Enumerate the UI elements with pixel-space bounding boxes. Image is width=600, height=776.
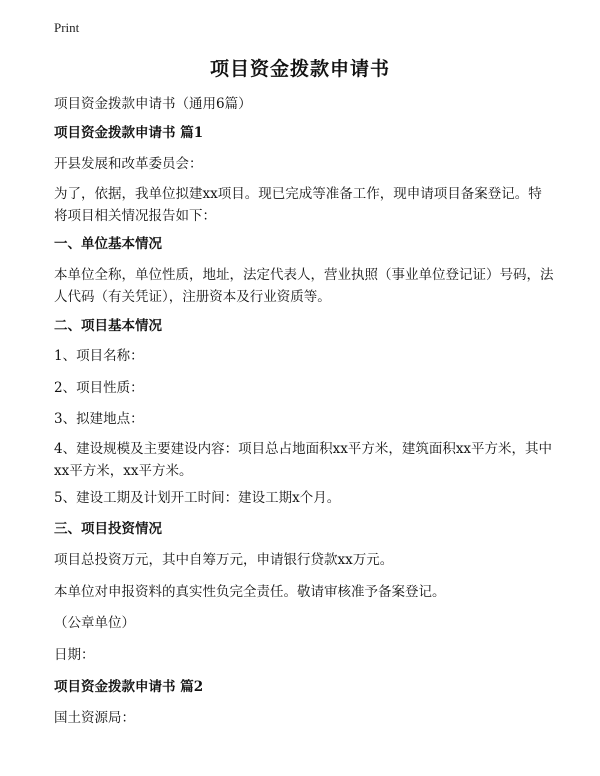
section-3-body: 项目总投资万元，其中自筹万元，申请银行贷款xx万元。 bbox=[54, 552, 394, 568]
project-name-item: 1、项目名称： bbox=[54, 348, 144, 364]
article-1-intro: 为了，依据，我单位拟建xx项目。现已完成等准备工作，现申请项目备案登记。特将项目相关情况报告如下： bbox=[54, 186, 542, 224]
section-1-body: 本单位全称，单位性质，地址，法定代表人，营业执照（事业单位登记证）号码，法人代码（有关凭证），注册资本及行业资质等。 bbox=[54, 267, 554, 305]
date-line: 日期： bbox=[54, 647, 95, 663]
print-link[interactable]: Print bbox=[54, 20, 80, 35]
section-3-heading: 三、项目投资情况 bbox=[54, 521, 162, 537]
document-title: 项目资金拨款申请书 bbox=[209, 58, 390, 80]
project-scale-item: 4、建设规模及主要建设内容：项目总占地面积xx平方米，建筑面积xx平方米，其中xx平方米，xx平方米。 bbox=[54, 441, 553, 479]
project-nature-item: 2、项目性质： bbox=[54, 380, 144, 396]
project-schedule-item: 5、建设工期及计划开工时间：建设工期x个月。 bbox=[54, 490, 341, 506]
article-2-addressee: 国土资源局： bbox=[54, 710, 135, 726]
section-2-heading: 二、项目基本情况 bbox=[54, 318, 162, 334]
article-2-heading: 项目资金拨款申请书 篇2 bbox=[54, 679, 204, 695]
article-1-addressee: 开县发展和改革委员会： bbox=[54, 156, 203, 172]
section-1-heading: 一、单位基本情况 bbox=[54, 236, 162, 252]
document-subtitle: 项目资金拨款申请书（通用6篇） bbox=[54, 96, 252, 112]
article-1-heading: 项目资金拨款申请书 篇1 bbox=[54, 125, 204, 141]
project-location-item: 3、拟建地点： bbox=[54, 411, 144, 427]
responsibility-statement: 本单位对申报资料的真实性负完全责任。敬请审核准予备案登记。 bbox=[54, 584, 446, 600]
seal-line: （公章单位） bbox=[54, 615, 135, 631]
